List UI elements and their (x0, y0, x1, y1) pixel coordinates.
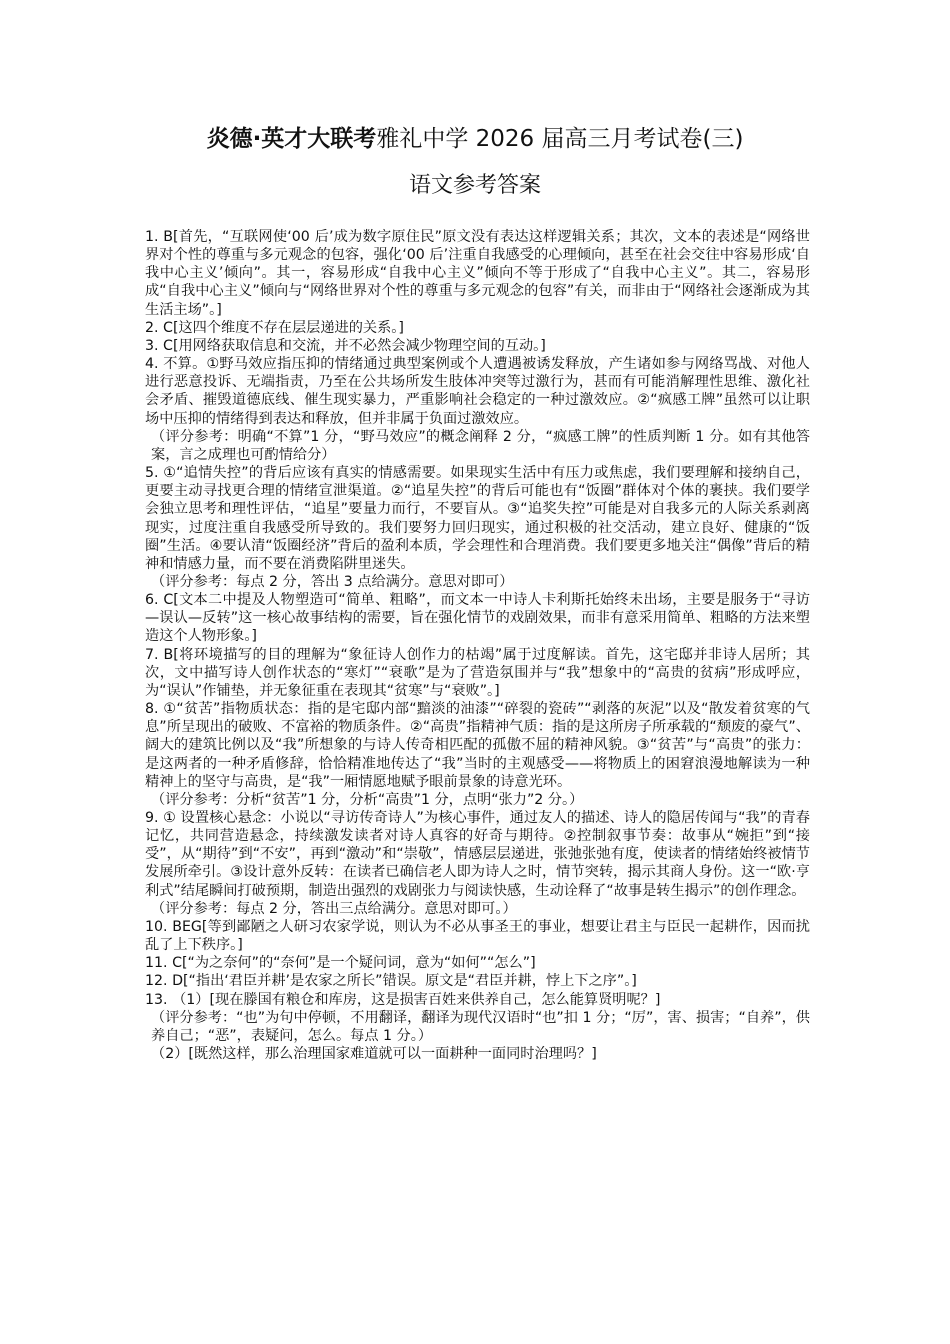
answer-item-2: 2. C[这四个维度不存在层层递进的关系。] (145, 319, 404, 336)
scoring-note-4: （评分参考：明确“不算”1 分，“野马效应”的概念阐释 2 分，“疯感工牌”的性质判断 1 分。如有其他答案，言之成理也可酌情给分） (151, 428, 810, 463)
exam-title-name: 雅礼中学 2026 届高三月考试卷(三) (376, 126, 744, 152)
exam-title (0, 124, 950, 154)
answer-item-6: 6. C[文本二中提及人物塑造可“简单、粗略”，而文本一中诗人卡利斯托始终未出场，主要是服务于“寻访—误认—反转”这一核心故事结构的需要，旨在强化情节的戏剧效果，而非有意采用简单、粗略的方法来塑造这个人物形象。] (145, 592, 810, 645)
scoring-note-5: （评分参考：每点 2 分，答出 3 点给满分。意思对即可） (151, 573, 514, 590)
answer-item-12: 12. D[“指出‘君臣并耕’是农家之所长”错误。原文是“君臣并耕，悖上下之序”。] (145, 973, 637, 990)
exam-title-brand: 炎德·英才大联考 (206, 126, 377, 152)
answer-body (145, 228, 810, 1063)
scoring-note-8: （评分参考：分析“贫苦”1 分，分析“高贵”1 分，点明“张力”2 分。） (151, 791, 584, 808)
answer-item-13-2: （2）[既然这样，那么治理国家难道就可以一面耕种一面同时治理吗？] (151, 1046, 597, 1063)
answer-item-13-1: 13. （1）[现在滕国有粮仓和库房，这是损害百姓来供养自己，怎么能算贤明呢？] (145, 991, 661, 1008)
answer-item-4: 4. 不算。①野马效应指压抑的情绪通过典型案例或个人遭遇被诱发释放，产生诸如参与网络骂战、对他人进行恶意投诉、无端指责，乃至在公共场所发生肢体冲突等过激行为，甚而有可能消解理性思维、激化社会矛盾、摧毁道德底线、催生现实暴力，严重影响社会稳定的一种过激效应。②“疯感工牌”虽然可以让职场中压抑的情绪得到表达和释放，但并非属于负面过激效应。 (145, 356, 810, 427)
scoring-note-13-1: （评分参考：“也”为句中停顿，不用翻译，翻译为现代汉语时“也”扣 1 分；“厉”，害、损害；“自养”，供养自己；“恶”，表疑问，怎么。每点 1 分。） (151, 1009, 810, 1044)
answer-item-5: 5. ①“追情失控”的背后应该有真实的情感需要。如果现实生活中有压力或焦虑，我们要理解和接纳自己，更要主动寻找更合理的情绪宣泄渠道。②“追星失控”的背后可能也有“饭圈”群体对个体的裹挟。我们要学会独立思考和理性评估，“追星”要量力而行，不要盲从。③“追奖失控”可能是对自我多元的人际关系剥离现实，过度注重自我感受所导致的。我们要努力回归现实，通过积极的社交活动，建立良好、健康的“饭圈”生活。④要认清“饭圈经济”背后的盈利本质，学会理性和合理消费。我们要更多地关注“偶像”背后的精神和情感力量，而不要在消费陷阱里迷失。 (145, 465, 810, 572)
scoring-note-9: （评分参考：每点 2 分，答出三点给满分。意思对即可。） (151, 900, 517, 917)
answer-item-7: 7. B[将环境描写的目的理解为“象征诗人创作力的枯竭”属于过度解读。首先，这宅邸并非诗人居所；其次，文中描写诗人创作状态的“寒灯”“衰歌”是为了营造氛围并与“我”想象中的“高贵的贫病”形成呼应，为“误认”作铺垫，并无象征重在表现其“贫寒”与“衰败”。] (145, 646, 810, 699)
answer-item-1: 1. B[首先，“互联网使‘00 后’成为数字原住民”原文没有表达这样逻辑关系；其次，文本的表述是“网络世界对个性的尊重与多元观念的包容，强化‘00 后’注重自我感受的心理倾向，甚至在社会交往中容易形成‘自我中心主义’倾向”。其一，容易形成“自我中心主义”倾向不等于形成了“自我中心主义”。其二，容易形成“自我中心主义”倾向与“网络世界对个性的尊重与多元观念的包容”有关，而非由于“网络社会逐渐成为其生活主场”。] (145, 229, 810, 318)
answer-item-8: 8. ①“贫苦”指物质状态：指的是宅邸内部“黯淡的油漆”“碎裂的瓷砖”“剥落的灰泥”以及“散发着贫寒的气息”所呈现出的破败、不富裕的物质条件。②“高贵”指精神气质：指的是这所房子所承载的“颓废的豪气”、阔大的建筑比例以及“我”所想象的与诗人传奇相匹配的孤傲不屈的精神风貌。③“贫苦”与“高贵”的张力：是这两者的一种矛盾修辞，恰恰精准地传达了“我”当时的主观感受——将物质上的困窘浪漫地解读为一种精神上的坚守与高贵，是“我”一厢情愿地赋予眼前景象的诗意光环。 (145, 701, 810, 790)
answer-item-10: 10. BEG[等到鄙陋之人研习农家学说，则认为不必从事圣王的事业，想要让君主与臣民一起耕作，因而扰乱了上下秩序。] (145, 918, 810, 954)
answer-item-11: 11. C[“为之奈何”的“奈何”是一个疑问词，意为“如何”“怎么”] (145, 955, 536, 972)
answer-item-9: 9. ① 设置核心悬念：小说以“寻访传奇诗人”为核心事件，通过友人的描述、诗人的隐居传闻与“我”的青春记忆，共同营造悬念，持续激发读者对诗人真容的好奇与期待。②控制叙事节奏：故事从“婉拒”到“接受”，从“期待”到“不安”，再到“激动”和“崇敬”，情感层层递进，张弛张弛有度，使读者的情绪始终被情节发展所牵引。③设计意外反转：在读者已确信老人即为诗人之时，情节突转，揭示其商人身份。这一“欧·亨利式”结尾瞬间打破预期，制造出强烈的戏剧张力与阅读快感，生动诠释了“故事是转生揭示”的创作理念。 (145, 810, 810, 899)
answer-item-3: 3. C[用网络获取信息和交流，并不必然会减少物理空间的互动。] (145, 337, 546, 354)
exam-subtitle: 语文参考答案 (408, 173, 541, 198)
